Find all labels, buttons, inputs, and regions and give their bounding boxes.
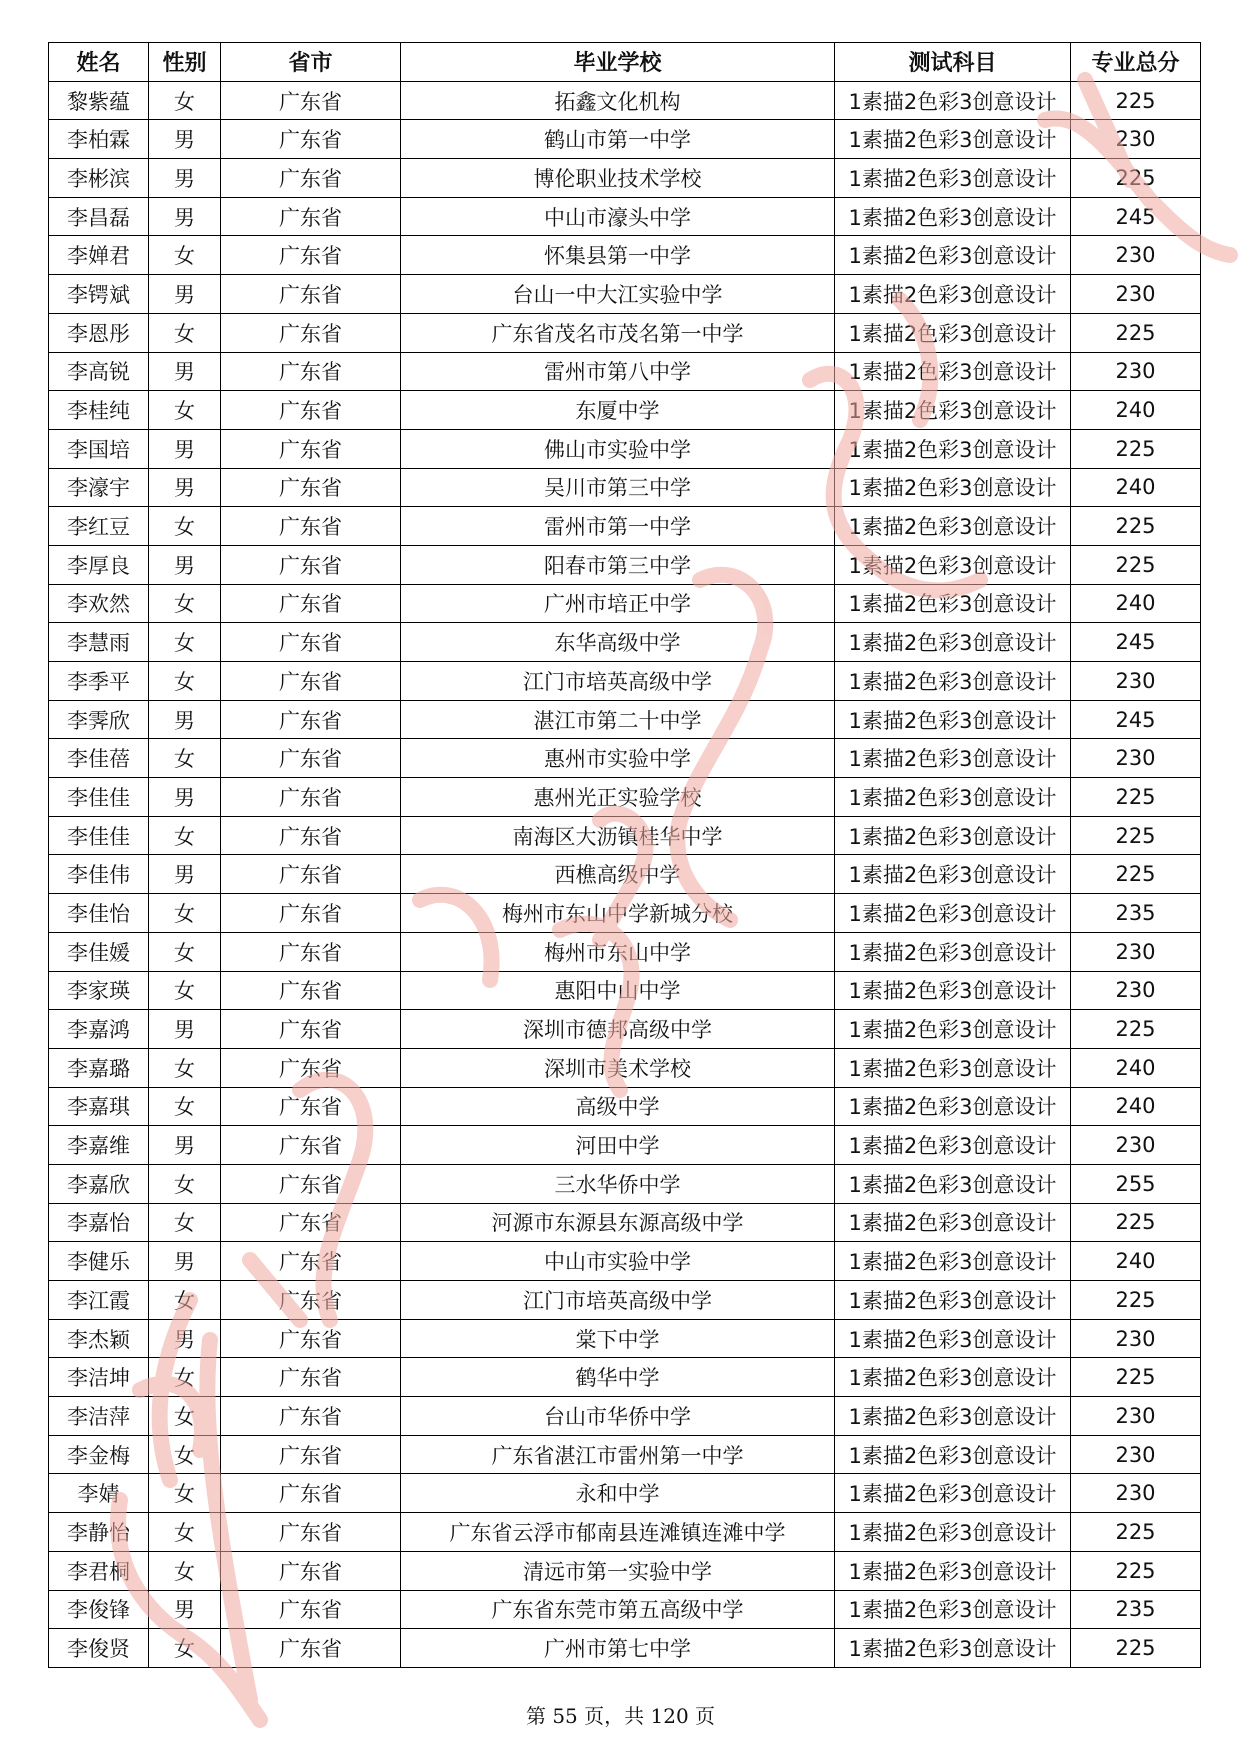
school-cell: 棠下中学 [401, 1319, 835, 1358]
score-cell: 240 [1071, 468, 1201, 507]
gender-cell: 女 [149, 1397, 221, 1436]
subjects-cell: 1素描2色彩3创意设计 [835, 623, 1071, 662]
school-cell: 广东省湛江市雷州第一中学 [401, 1435, 835, 1474]
gender-cell: 女 [149, 1087, 221, 1126]
subjects-cell: 1素描2色彩3创意设计 [835, 1629, 1071, 1668]
subjects-cell: 1素描2色彩3创意设计 [835, 1590, 1071, 1629]
gender-cell: 女 [149, 1435, 221, 1474]
name-cell: 李红豆 [49, 507, 149, 546]
gender-cell: 女 [149, 1164, 221, 1203]
table-row [49, 1126, 1201, 1165]
school-cell: 台山一中大江实验中学 [401, 275, 835, 314]
school-cell: 鹤山市第一中学 [401, 120, 835, 159]
score-cell: 235 [1071, 894, 1201, 933]
school-cell: 高级中学 [401, 1087, 835, 1126]
gender-cell: 女 [149, 1513, 221, 1552]
score-cell: 230 [1071, 352, 1201, 391]
score-cell: 225 [1071, 1551, 1201, 1590]
province-cell: 广东省 [221, 1551, 401, 1590]
province-cell: 广东省 [221, 1087, 401, 1126]
gender-cell: 男 [149, 1319, 221, 1358]
province-cell: 广东省 [221, 1242, 401, 1281]
gender-cell: 女 [149, 313, 221, 352]
school-cell: 河源市东源县东源高级中学 [401, 1203, 835, 1242]
gender-cell: 男 [149, 468, 221, 507]
name-cell: 李恩彤 [49, 313, 149, 352]
school-cell: 广东省云浮市郁南县连滩镇连滩中学 [401, 1513, 835, 1552]
name-cell: 李锷斌 [49, 275, 149, 314]
name-cell: 李季平 [49, 662, 149, 701]
name-cell: 李嘉欣 [49, 1164, 149, 1203]
table-row [49, 159, 1201, 198]
subjects-cell: 1素描2色彩3创意设计 [835, 855, 1071, 894]
gender-cell: 女 [149, 932, 221, 971]
gender-cell: 男 [149, 275, 221, 314]
table-header [49, 43, 1201, 82]
score-cell: 230 [1071, 971, 1201, 1010]
score-cell: 245 [1071, 700, 1201, 739]
province-cell: 广东省 [221, 159, 401, 198]
school-cell: 鹤华中学 [401, 1358, 835, 1397]
table-row [49, 81, 1201, 120]
subjects-cell: 1素描2色彩3创意设计 [835, 1164, 1071, 1203]
subjects-cell: 1素描2色彩3创意设计 [835, 352, 1071, 391]
province-cell: 广东省 [221, 816, 401, 855]
school-cell: 中山市实验中学 [401, 1242, 835, 1281]
table-row [49, 816, 1201, 855]
table-row [49, 700, 1201, 739]
table-row [49, 894, 1201, 933]
score-cell: 240 [1071, 1087, 1201, 1126]
gender-cell: 女 [149, 894, 221, 933]
table-row [49, 1397, 1201, 1436]
table-row [49, 778, 1201, 817]
subjects-cell: 1素描2色彩3创意设计 [835, 584, 1071, 623]
subjects-cell: 1素描2色彩3创意设计 [835, 778, 1071, 817]
province-cell: 广东省 [221, 1358, 401, 1397]
table-row [49, 1010, 1201, 1049]
table-row [49, 1048, 1201, 1087]
province-cell: 广东省 [221, 1474, 401, 1513]
school-cell: 怀集县第一中学 [401, 236, 835, 275]
subjects-cell: 1素描2色彩3创意设计 [835, 197, 1071, 236]
province-cell: 广东省 [221, 1590, 401, 1629]
name-cell: 李俊贤 [49, 1629, 149, 1668]
province-cell: 广东省 [221, 932, 401, 971]
gender-cell: 女 [149, 507, 221, 546]
school-cell: 佛山市实验中学 [401, 429, 835, 468]
name-cell: 李嘉琪 [49, 1087, 149, 1126]
subjects-cell: 1素描2色彩3创意设计 [835, 1203, 1071, 1242]
subjects-cell: 1素描2色彩3创意设计 [835, 894, 1071, 933]
table-row [49, 662, 1201, 701]
school-cell: 清远市第一实验中学 [401, 1551, 835, 1590]
table-row [49, 352, 1201, 391]
gender-cell: 男 [149, 197, 221, 236]
school-cell: 江门市培英高级中学 [401, 1281, 835, 1320]
gender-cell: 男 [149, 159, 221, 198]
name-cell: 李柏霖 [49, 120, 149, 159]
score-cell: 245 [1071, 623, 1201, 662]
school-cell: 永和中学 [401, 1474, 835, 1513]
school-cell: 河田中学 [401, 1126, 835, 1165]
name-cell: 李佳媛 [49, 932, 149, 971]
name-cell: 李欢然 [49, 584, 149, 623]
gender-cell: 女 [149, 1474, 221, 1513]
school-cell: 东华高级中学 [401, 623, 835, 662]
school-cell: 广东省东莞市第五高级中学 [401, 1590, 835, 1629]
school-cell: 湛江市第二十中学 [401, 700, 835, 739]
province-cell: 广东省 [221, 1281, 401, 1320]
school-cell: 西樵高级中学 [401, 855, 835, 894]
gender-cell: 男 [149, 855, 221, 894]
gender-cell: 女 [149, 1629, 221, 1668]
subjects-cell: 1素描2色彩3创意设计 [835, 932, 1071, 971]
school-cell: 广州市培正中学 [401, 584, 835, 623]
school-cell: 广州市第七中学 [401, 1629, 835, 1668]
name-cell: 李江霞 [49, 1281, 149, 1320]
table-row [49, 739, 1201, 778]
score-cell: 225 [1071, 159, 1201, 198]
score-cell: 230 [1071, 1319, 1201, 1358]
name-cell: 李婧 [49, 1474, 149, 1513]
score-cell: 225 [1071, 1513, 1201, 1552]
province-cell: 广东省 [221, 468, 401, 507]
name-cell: 李金梅 [49, 1435, 149, 1474]
gender-cell: 男 [149, 352, 221, 391]
school-cell: 南海区大沥镇桂华中学 [401, 816, 835, 855]
name-cell: 李静怡 [49, 1513, 149, 1552]
table-body [49, 81, 1201, 1667]
school-cell: 江门市培英高级中学 [401, 662, 835, 701]
table-row [49, 1435, 1201, 1474]
province-cell: 广东省 [221, 120, 401, 159]
school-cell: 惠阳中山中学 [401, 971, 835, 1010]
table-row [49, 1590, 1201, 1629]
name-cell: 李厚良 [49, 545, 149, 584]
score-cell: 230 [1071, 662, 1201, 701]
gender-cell: 男 [149, 1126, 221, 1165]
school-cell: 阳春市第三中学 [401, 545, 835, 584]
name-cell: 李佳伟 [49, 855, 149, 894]
score-cell: 230 [1071, 1126, 1201, 1165]
gender-cell: 男 [149, 429, 221, 468]
name-cell: 李君桐 [49, 1551, 149, 1590]
score-cell: 240 [1071, 584, 1201, 623]
province-cell: 广东省 [221, 1319, 401, 1358]
table-row [49, 120, 1201, 159]
name-cell: 李婵君 [49, 236, 149, 275]
province-cell: 广东省 [221, 352, 401, 391]
subjects-cell: 1素描2色彩3创意设计 [835, 1319, 1071, 1358]
score-cell: 240 [1071, 391, 1201, 430]
table-row [49, 1281, 1201, 1320]
gender-cell: 女 [149, 1203, 221, 1242]
province-cell: 广东省 [221, 1629, 401, 1668]
table-row [49, 1629, 1201, 1668]
subjects-cell: 1素描2色彩3创意设计 [835, 545, 1071, 584]
gender-cell: 男 [149, 545, 221, 584]
subjects-cell: 1素描2色彩3创意设计 [835, 1281, 1071, 1320]
name-cell: 李霁欣 [49, 700, 149, 739]
name-cell: 李洁萍 [49, 1397, 149, 1436]
gender-cell: 男 [149, 120, 221, 159]
province-cell: 广东省 [221, 391, 401, 430]
province-cell: 广东省 [221, 1126, 401, 1165]
table-row [49, 1513, 1201, 1552]
province-cell: 广东省 [221, 739, 401, 778]
score-cell: 240 [1071, 1048, 1201, 1087]
score-cell: 225 [1071, 429, 1201, 468]
score-cell: 230 [1071, 275, 1201, 314]
gender-cell: 女 [149, 236, 221, 275]
gender-cell: 女 [149, 391, 221, 430]
gender-cell: 女 [149, 971, 221, 1010]
name-cell: 李洁坤 [49, 1358, 149, 1397]
subjects-cell: 1素描2色彩3创意设计 [835, 1435, 1071, 1474]
school-cell: 深圳市德邦高级中学 [401, 1010, 835, 1049]
gender-cell: 女 [149, 81, 221, 120]
name-cell: 李俊锋 [49, 1590, 149, 1629]
province-cell: 广东省 [221, 1048, 401, 1087]
header-school: 毕业学校 [401, 43, 835, 82]
school-cell: 雷州市第八中学 [401, 352, 835, 391]
table-row [49, 1474, 1201, 1513]
subjects-cell: 1素描2色彩3创意设计 [835, 1397, 1071, 1436]
score-cell: 255 [1071, 1164, 1201, 1203]
table-row [49, 584, 1201, 623]
gender-cell: 女 [149, 1048, 221, 1087]
school-cell: 吴川市第三中学 [401, 468, 835, 507]
table-row [49, 1087, 1201, 1126]
subjects-cell: 1素描2色彩3创意设计 [835, 120, 1071, 159]
province-cell: 广东省 [221, 971, 401, 1010]
subjects-cell: 1素描2色彩3创意设计 [835, 816, 1071, 855]
table-row [49, 1358, 1201, 1397]
province-cell: 广东省 [221, 545, 401, 584]
province-cell: 广东省 [221, 429, 401, 468]
school-cell: 三水华侨中学 [401, 1164, 835, 1203]
score-cell: 225 [1071, 1358, 1201, 1397]
name-cell: 李慧雨 [49, 623, 149, 662]
table-row [49, 1551, 1201, 1590]
score-cell: 230 [1071, 1435, 1201, 1474]
school-cell: 惠州光正实验学校 [401, 778, 835, 817]
subjects-cell: 1素描2色彩3创意设计 [835, 700, 1071, 739]
score-cell: 230 [1071, 739, 1201, 778]
gender-cell: 女 [149, 623, 221, 662]
subjects-cell: 1素描2色彩3创意设计 [835, 468, 1071, 507]
score-cell: 225 [1071, 1010, 1201, 1049]
subjects-cell: 1素描2色彩3创意设计 [835, 429, 1071, 468]
name-cell: 李佳佳 [49, 816, 149, 855]
score-cell: 225 [1071, 545, 1201, 584]
school-cell: 梅州市东山中学新城分校 [401, 894, 835, 933]
gender-cell: 男 [149, 1590, 221, 1629]
header-gender: 性别 [149, 43, 221, 82]
name-cell: 李佳蓓 [49, 739, 149, 778]
name-cell: 李佳佳 [49, 778, 149, 817]
gender-cell: 男 [149, 700, 221, 739]
subjects-cell: 1素描2色彩3创意设计 [835, 1010, 1071, 1049]
table-row [49, 623, 1201, 662]
subjects-cell: 1素描2色彩3创意设计 [835, 739, 1071, 778]
province-cell: 广东省 [221, 700, 401, 739]
score-cell: 230 [1071, 1397, 1201, 1436]
subjects-cell: 1素描2色彩3创意设计 [835, 236, 1071, 275]
name-cell: 李杰颖 [49, 1319, 149, 1358]
subjects-cell: 1素描2色彩3创意设计 [835, 1126, 1071, 1165]
subjects-cell: 1素描2色彩3创意设计 [835, 275, 1071, 314]
table-row [49, 197, 1201, 236]
score-cell: 225 [1071, 778, 1201, 817]
gender-cell: 女 [149, 1358, 221, 1397]
province-cell: 广东省 [221, 197, 401, 236]
name-cell: 李濠宇 [49, 468, 149, 507]
table-row [49, 468, 1201, 507]
gender-cell: 女 [149, 1281, 221, 1320]
province-cell: 广东省 [221, 81, 401, 120]
subjects-cell: 1素描2色彩3创意设计 [835, 1551, 1071, 1590]
table-row [49, 236, 1201, 275]
subjects-cell: 1素描2色彩3创意设计 [835, 81, 1071, 120]
school-cell: 中山市濠头中学 [401, 197, 835, 236]
table-row [49, 1203, 1201, 1242]
table-row [49, 1242, 1201, 1281]
score-cell: 230 [1071, 1474, 1201, 1513]
table-row [49, 971, 1201, 1010]
province-cell: 广东省 [221, 1513, 401, 1552]
province-cell: 广东省 [221, 894, 401, 933]
province-cell: 广东省 [221, 855, 401, 894]
score-cell: 245 [1071, 197, 1201, 236]
province-cell: 广东省 [221, 236, 401, 275]
school-cell: 雷州市第一中学 [401, 507, 835, 546]
name-cell: 李嘉维 [49, 1126, 149, 1165]
school-cell: 拓鑫文化机构 [401, 81, 835, 120]
subjects-cell: 1素描2色彩3创意设计 [835, 391, 1071, 430]
name-cell: 李嘉璐 [49, 1048, 149, 1087]
province-cell: 广东省 [221, 1397, 401, 1436]
subjects-cell: 1素描2色彩3创意设计 [835, 971, 1071, 1010]
subjects-cell: 1素描2色彩3创意设计 [835, 313, 1071, 352]
score-cell: 240 [1071, 1242, 1201, 1281]
score-cell: 235 [1071, 1590, 1201, 1629]
school-cell: 梅州市东山中学 [401, 932, 835, 971]
table-row [49, 855, 1201, 894]
header-subjects: 测试科目 [835, 43, 1071, 82]
school-cell: 台山市华侨中学 [401, 1397, 835, 1436]
score-cell: 225 [1071, 855, 1201, 894]
province-cell: 广东省 [221, 275, 401, 314]
score-cell: 230 [1071, 236, 1201, 275]
table-row [49, 313, 1201, 352]
name-cell: 李高锐 [49, 352, 149, 391]
score-cell: 225 [1071, 1203, 1201, 1242]
table-row [49, 1319, 1201, 1358]
gender-cell: 男 [149, 778, 221, 817]
subjects-cell: 1素描2色彩3创意设计 [835, 662, 1071, 701]
subjects-cell: 1素描2色彩3创意设计 [835, 507, 1071, 546]
subjects-cell: 1素描2色彩3创意设计 [835, 1087, 1071, 1126]
gender-cell: 女 [149, 584, 221, 623]
header-province: 省市 [221, 43, 401, 82]
province-cell: 广东省 [221, 313, 401, 352]
name-cell: 李嘉怡 [49, 1203, 149, 1242]
name-cell: 李佳怡 [49, 894, 149, 933]
province-cell: 广东省 [221, 1010, 401, 1049]
table-row [49, 391, 1201, 430]
school-cell: 惠州市实验中学 [401, 739, 835, 778]
gender-cell: 女 [149, 1551, 221, 1590]
header-score: 专业总分 [1071, 43, 1201, 82]
score-cell: 225 [1071, 313, 1201, 352]
name-cell: 李昌磊 [49, 197, 149, 236]
school-cell: 博伦职业技术学校 [401, 159, 835, 198]
score-cell: 230 [1071, 120, 1201, 159]
gender-cell: 男 [149, 1010, 221, 1049]
province-cell: 广东省 [221, 507, 401, 546]
score-cell: 225 [1071, 507, 1201, 546]
table-row [49, 545, 1201, 584]
header-row [49, 43, 1201, 82]
school-cell: 广东省茂名市茂名第一中学 [401, 313, 835, 352]
gender-cell: 女 [149, 739, 221, 778]
province-cell: 广东省 [221, 584, 401, 623]
gender-cell: 男 [149, 1242, 221, 1281]
table-row [49, 1164, 1201, 1203]
table-row [49, 932, 1201, 971]
header-name: 姓名 [49, 43, 149, 82]
table-row [49, 507, 1201, 546]
province-cell: 广东省 [221, 778, 401, 817]
score-cell: 225 [1071, 816, 1201, 855]
province-cell: 广东省 [221, 662, 401, 701]
gender-cell: 女 [149, 662, 221, 701]
province-cell: 广东省 [221, 623, 401, 662]
name-cell: 李家瑛 [49, 971, 149, 1010]
subjects-cell: 1素描2色彩3创意设计 [835, 1048, 1071, 1087]
name-cell: 黎紫蕴 [49, 81, 149, 120]
score-cell: 230 [1071, 932, 1201, 971]
subjects-cell: 1素描2色彩3创意设计 [835, 1474, 1071, 1513]
table-row [49, 429, 1201, 468]
school-cell: 东厦中学 [401, 391, 835, 430]
name-cell: 李健乐 [49, 1242, 149, 1281]
name-cell: 李国培 [49, 429, 149, 468]
name-cell: 李桂纯 [49, 391, 149, 430]
province-cell: 广东省 [221, 1203, 401, 1242]
province-cell: 广东省 [221, 1435, 401, 1474]
subjects-cell: 1素描2色彩3创意设计 [835, 1242, 1071, 1281]
score-cell: 225 [1071, 1281, 1201, 1320]
province-cell: 广东省 [221, 1164, 401, 1203]
subjects-cell: 1素描2色彩3创意设计 [835, 1513, 1071, 1552]
score-cell: 225 [1071, 1629, 1201, 1668]
name-cell: 李嘉鸿 [49, 1010, 149, 1049]
gender-cell: 女 [149, 816, 221, 855]
page-footer: 第 55 页，共 120 页 [525, 1704, 716, 1728]
subjects-cell: 1素描2色彩3创意设计 [835, 1358, 1071, 1397]
subjects-cell: 1素描2色彩3创意设计 [835, 159, 1071, 198]
name-cell: 李彬滨 [49, 159, 149, 198]
school-cell: 深圳市美术学校 [401, 1048, 835, 1087]
score-cell: 225 [1071, 81, 1201, 120]
score-table [48, 42, 1201, 1668]
table-row [49, 275, 1201, 314]
